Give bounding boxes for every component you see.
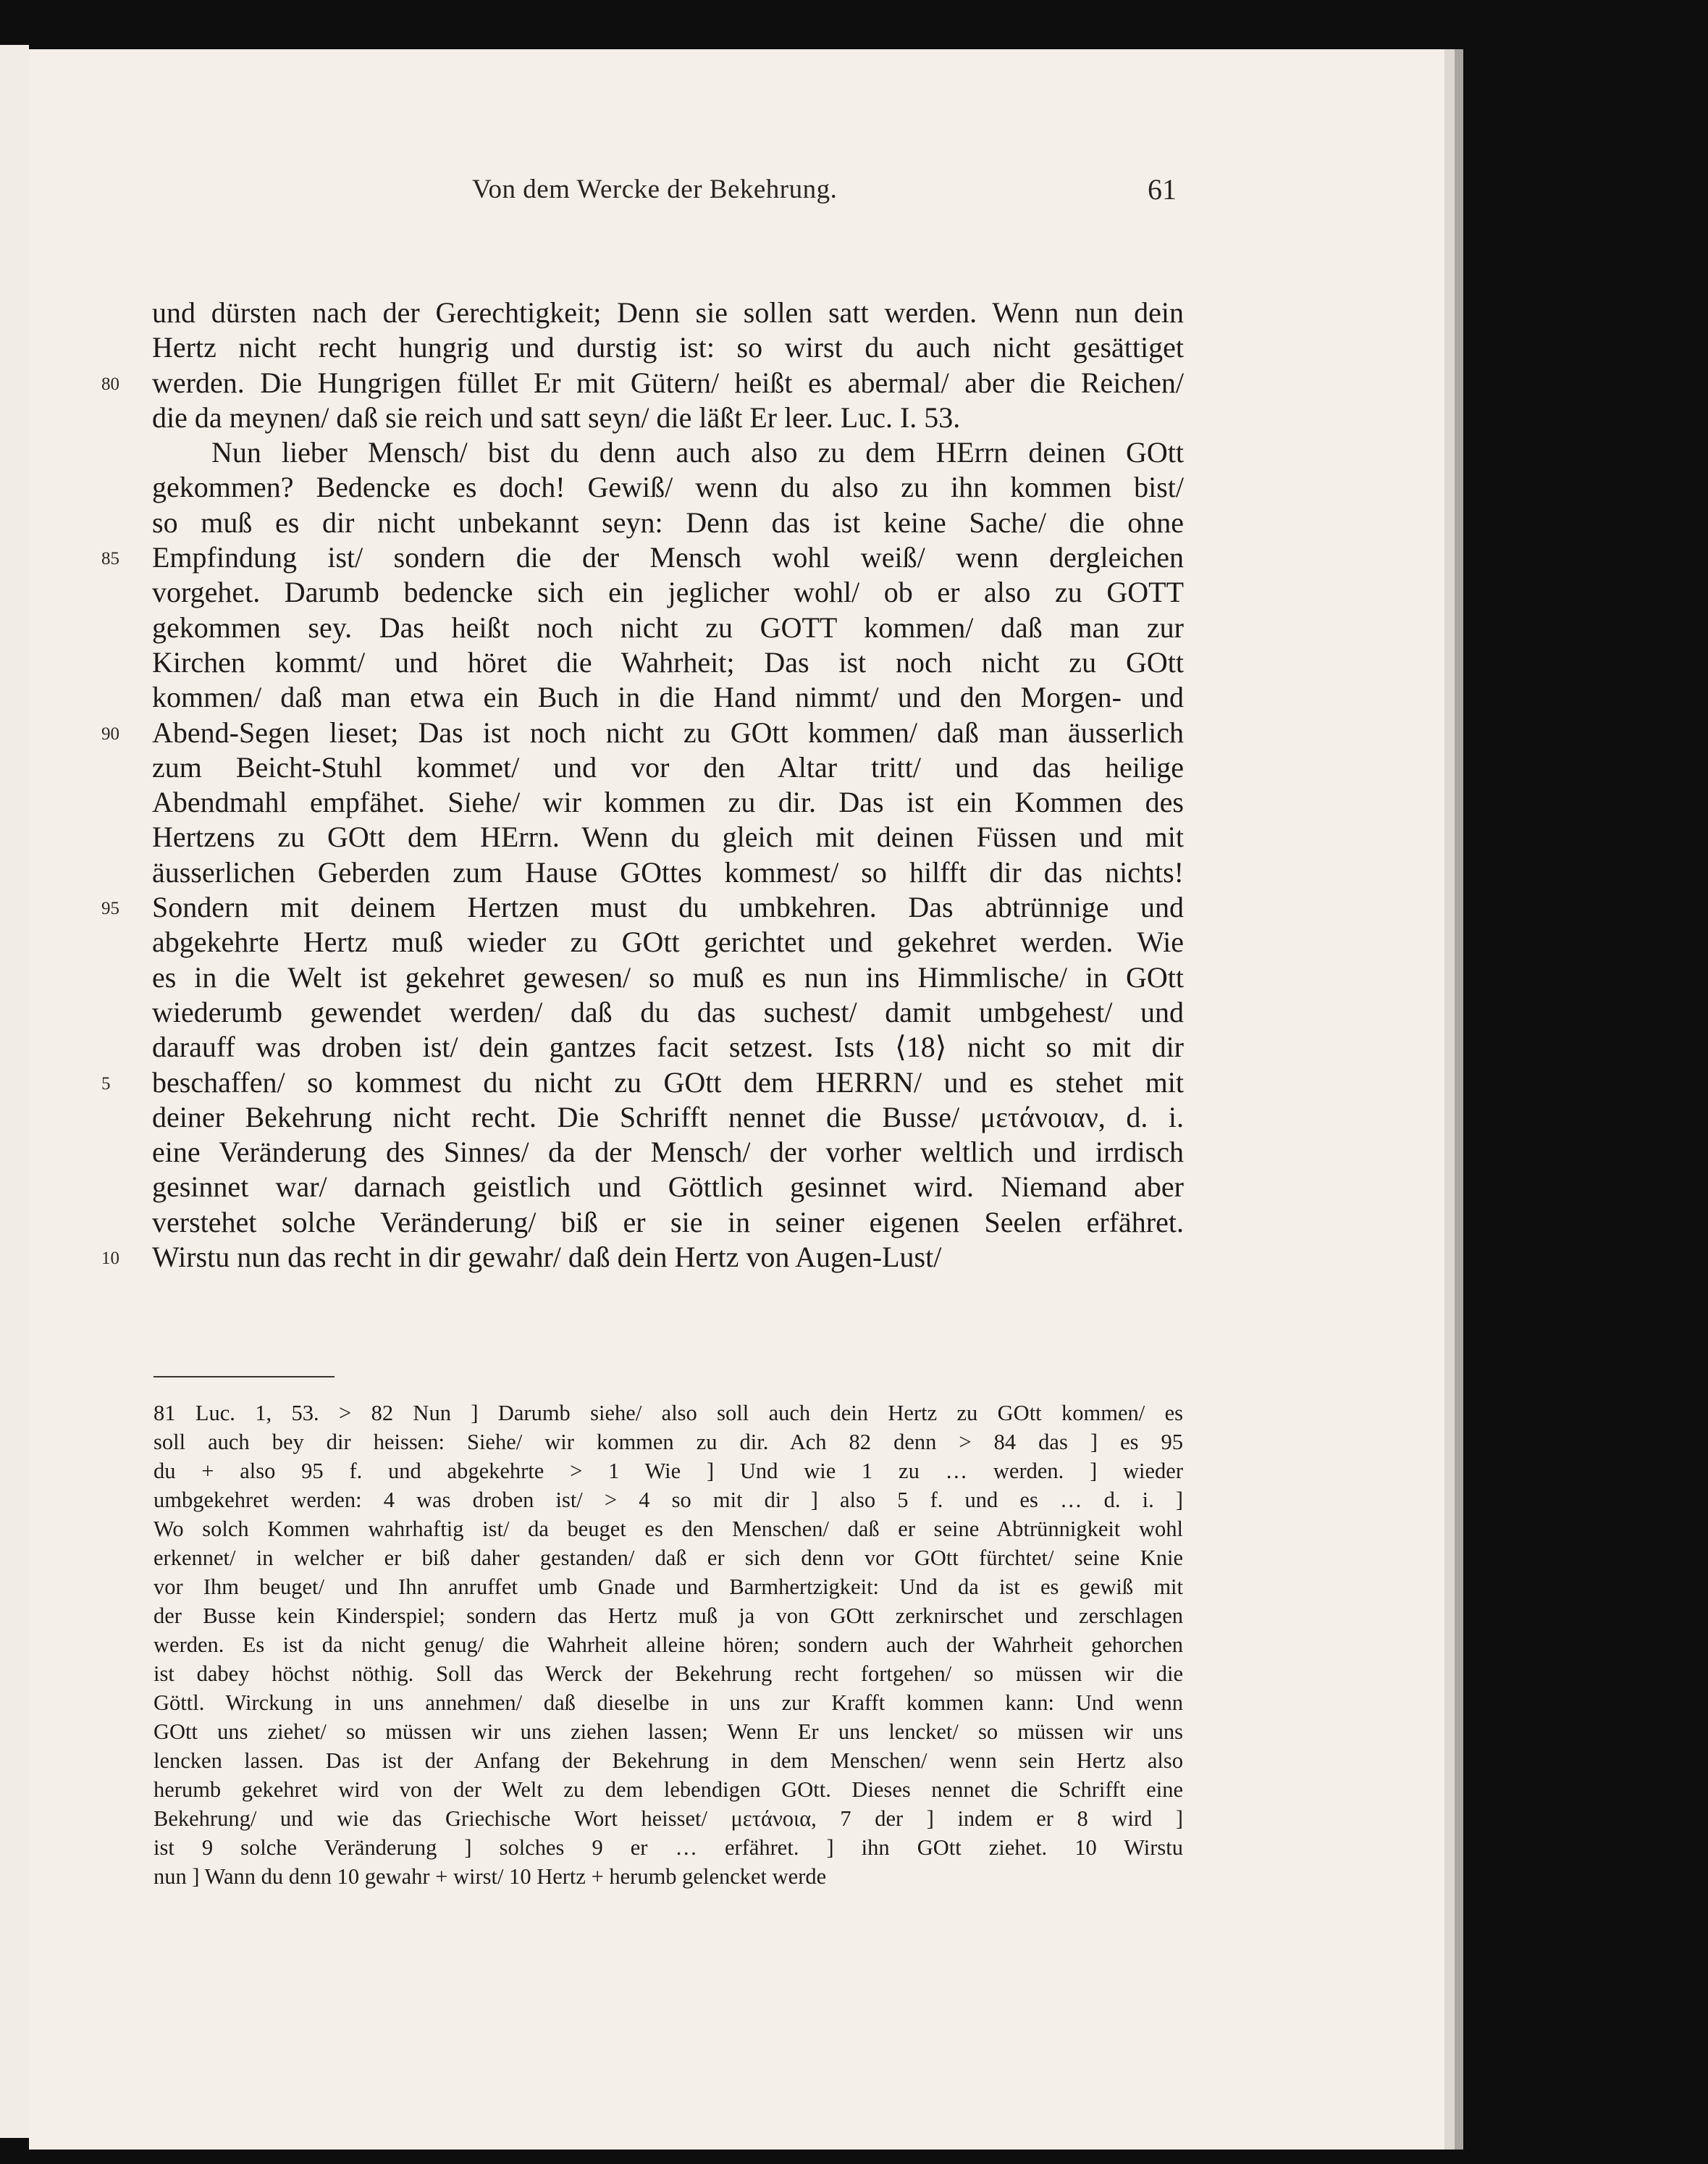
apparatus-line	[153, 1862, 1183, 1891]
text-line	[152, 645, 1184, 680]
main-text	[101, 295, 1184, 1275]
text-line	[152, 295, 1184, 330]
line-number: 90	[101, 724, 119, 744]
text-line	[152, 435, 1184, 470]
line-text: verstehet solche Veränderung/ biß er sie in seiner eigenen Seelen erfähret.	[152, 1205, 1184, 1238]
text-line	[152, 750, 1184, 785]
previous-page-edge	[0, 45, 29, 2138]
apparatus-line	[153, 1804, 1183, 1833]
line-text: so muß es dir nicht unbekannt seyn: Denn das ist keine Sache/ die ohne	[152, 506, 1184, 539]
line-text: Nun lieber Mensch/ bist du denn auch also zu dem HErrn deinen GOtt	[211, 436, 1184, 469]
text-line	[152, 785, 1184, 820]
apparatus-line	[153, 1543, 1183, 1572]
apparatus-line	[153, 1398, 1183, 1427]
line-number: 85	[101, 549, 119, 569]
apparatus-line	[153, 1746, 1183, 1775]
text-line	[152, 506, 1184, 540]
text-line	[152, 925, 1184, 960]
apparatus-line	[153, 1630, 1183, 1659]
apparatus-text: Wo solch Kommen wahrhaftig ist/ da beuget es den Menschen/ daß er seine Abtrünnigkeit wohl	[153, 1517, 1183, 1541]
apparatus-line	[153, 1485, 1183, 1514]
text-line	[152, 1135, 1184, 1170]
line-text: wiederumb gewendet werden/ daß du das suchest/ damit umbgehest/ und	[152, 995, 1184, 1028]
line-text: äusserlichen Geberden zum Hause GOttes kommest/ so hilfft dir das nichts!	[152, 855, 1184, 889]
book-page	[29, 49, 1444, 2150]
apparatus-text: der Busse kein Kinderspiel; sondern das Hertz muß ja von GOtt zerknirschet und zerschlagen	[153, 1603, 1183, 1628]
apparatus-text: umbgekehret werden: 4 was droben ist/ > 4 so mit dir ] also 5 f. und es … d. i. ]	[153, 1488, 1183, 1512]
line-number: 5	[101, 1073, 111, 1094]
line-number: 80	[101, 374, 119, 394]
page-number: 61	[1148, 173, 1177, 206]
text-line	[152, 400, 1184, 435]
line-number: 10	[101, 1249, 119, 1269]
line-text: werden. Die Hungrigen füllet Er mit Gütern/ heißt es abermal/ aber die Reichen/	[152, 366, 1184, 399]
apparatus-text: 81 Luc. 1, 53. > 82 Nun ] Darumb siehe/ also soll auch dein Hertz zu GOtt kommen/ es	[153, 1401, 1183, 1425]
line-text: Sondern mit deinem Hertzen must du umbkehren. Das abtrünnige und	[152, 891, 1184, 924]
text-line	[152, 575, 1184, 610]
footnote-rule	[153, 1376, 335, 1377]
line-text: Kirchen kommt/ und höret die Wahrheit; Das ist noch nicht zu GOtt	[152, 645, 1184, 679]
text-line	[152, 855, 1184, 890]
apparatus-text: vor Ihm beuget/ und Ihn anruffet umb Gnade und Barmhertzigkeit: Und da ist es gewiß mit	[153, 1574, 1183, 1599]
apparatus-line	[153, 1717, 1183, 1746]
line-text: deiner Bekehrung nicht recht. Die Schrifft nennet die Busse/ μετάνοιαν, d. i.	[152, 1100, 1184, 1133]
line-text: es in die Welt ist gekehret gewesen/ so muß es nun ins Himmlische/ in GOtt	[152, 960, 1184, 994]
line-text: Abendmahl empfähet. Siehe/ wir kommen zu dir. Das ist ein Kommen des	[152, 786, 1184, 819]
line-text: Abend-Segen lieset; Das ist noch nicht zu GOtt kommen/ daß man äusserlich	[152, 716, 1184, 749]
text-line	[101, 540, 1184, 575]
apparatus-text: du + also 95 f. und abgekehrte > 1 Wie ] Und wie 1 zu … werden. ] wieder	[153, 1459, 1183, 1483]
apparatus-line	[153, 1775, 1183, 1804]
line-text: gekommen sey. Das heißt noch nicht zu GOTT kommen/ daß man zur	[152, 611, 1184, 644]
apparatus-text: werden. Es ist da nicht genug/ die Wahrheit alleine hören; sondern auch der Wahrheit gehorchen	[153, 1632, 1183, 1657]
text-line	[152, 1170, 1184, 1204]
apparatus-text: Bekehrung/ und wie das Griechische Wort heisset/ μετάνοια, 7 der ] indem er 8 wird ]	[153, 1806, 1183, 1831]
line-text: die da meynen/ daß sie reich und satt seyn/ die läßt Er leer. Luc. I. 53.	[152, 400, 961, 434]
line-text: gekommen? Bedencke es doch! Gewiß/ wenn du also zu ihn kommen bist/	[152, 471, 1184, 504]
apparatus-text: ist dabey höchst nöthig. Soll das Werck der Bekehrung recht fortgehen/ so müssen wir die	[153, 1661, 1183, 1686]
text-line	[101, 1065, 1184, 1100]
apparatus-text: erkennet/ in welcher er biß daher gestanden/ daß er sich denn vor GOtt fürchtet/ seine Knie	[153, 1546, 1183, 1570]
line-text: vorgehet. Darumb bedencke sich ein jeglicher wohl/ ob er also zu GOTT	[152, 576, 1184, 609]
text-line	[152, 1100, 1184, 1135]
apparatus-line	[153, 1572, 1183, 1601]
line-number: 95	[101, 899, 119, 919]
apparatus-line	[153, 1659, 1183, 1688]
text-line	[152, 960, 1184, 995]
text-line	[152, 330, 1184, 365]
apparatus-text: soll auch bey dir heissen: Siehe/ wir kommen zu dir. Ach 82 denn > 84 das ] es 95	[153, 1430, 1183, 1454]
line-text: eine Veränderung des Sinnes/ da der Mensch/ der vorher weltlich und irrdisch	[152, 1136, 1184, 1169]
line-text: Hertz nicht recht hungrig und durstig ist: so wirst du auch nicht gesättiget	[152, 331, 1184, 364]
line-text: beschaffen/ so kommest du nicht zu GOtt dem HERRN/ und es stehet mit	[152, 1065, 1184, 1099]
text-line	[152, 1030, 1184, 1065]
text-line	[152, 611, 1184, 645]
line-text: Empfindung ist/ sondern die der Mensch wohl weiß/ wenn dergleichen	[152, 541, 1184, 574]
apparatus-line	[153, 1456, 1183, 1485]
apparatus-line	[153, 1427, 1183, 1456]
line-text: Wirstu nun das recht in dir gewahr/ daß dein Hertz von Augen-Lust/	[152, 1241, 942, 1274]
text-line	[101, 366, 1184, 400]
apparatus-line	[153, 1601, 1183, 1630]
text-line	[101, 1240, 1184, 1275]
apparatus-text: GOtt uns ziehet/ so müssen wir uns ziehen lassen; Wenn Er uns lencket/ so müssen wir uns	[153, 1719, 1183, 1744]
line-text: darauff was droben ist/ dein gantzes facit setzest. Ists ⟨18⟩ nicht so mit dir	[152, 1031, 1184, 1064]
text-line	[101, 890, 1184, 925]
text-line	[152, 470, 1184, 505]
apparatus-text: Göttl. Wirckung in uns annehmen/ daß dieselbe in uns zur Krafft kommen kann: Und wenn	[153, 1690, 1183, 1715]
apparatus-line	[153, 1688, 1183, 1717]
apparatus-line	[153, 1833, 1183, 1862]
text-line	[152, 820, 1184, 855]
apparatus-text: herumb gekehret wird von der Welt zu dem lebendigen GOtt. Dieses nennet die Schrifft eine	[153, 1777, 1183, 1802]
line-text: kommen/ daß man etwa ein Buch in die Hand nimmt/ und den Morgen- und	[152, 681, 1184, 714]
apparatus-text: ist 9 solche Veränderung ] solches 9 er … erfähret. ] ihn GOtt ziehet. 10 Wirstu	[153, 1835, 1183, 1860]
text-line	[152, 680, 1184, 715]
apparatus-text: lencken lassen. Das ist der Anfang der Bekehrung in dem Menschen/ wenn sein Hertz also	[153, 1748, 1183, 1773]
critical-apparatus	[153, 1398, 1183, 1891]
line-text: abgekehrte Hertz muß wieder zu GOtt gerichtet und gekehret werden. Wie	[152, 926, 1184, 959]
line-text: und dürsten nach der Gerechtigkeit; Denn sie sollen satt werden. Wenn nun dein	[152, 296, 1184, 329]
text-line	[152, 1205, 1184, 1240]
line-text: gesinnet war/ darnach geistlich und Göttlich gesinnet wird. Niemand aber	[152, 1170, 1184, 1204]
line-text: Hertzens zu GOtt dem HErrn. Wenn du gleich mit deinen Füssen und mit	[152, 821, 1184, 854]
apparatus-text: nun ] Wann du denn 10 gewahr + wirst/ 10 Hertz + herumb gelencket werde	[153, 1864, 827, 1889]
apparatus-line	[153, 1514, 1183, 1543]
line-text: zum Beicht-Stuhl kommet/ und vor den Altar tritt/ und das heilige	[152, 750, 1184, 784]
running-title: Von dem Wercke der Bekehrung.	[472, 175, 838, 204]
text-line	[152, 995, 1184, 1030]
text-line	[101, 716, 1184, 750]
